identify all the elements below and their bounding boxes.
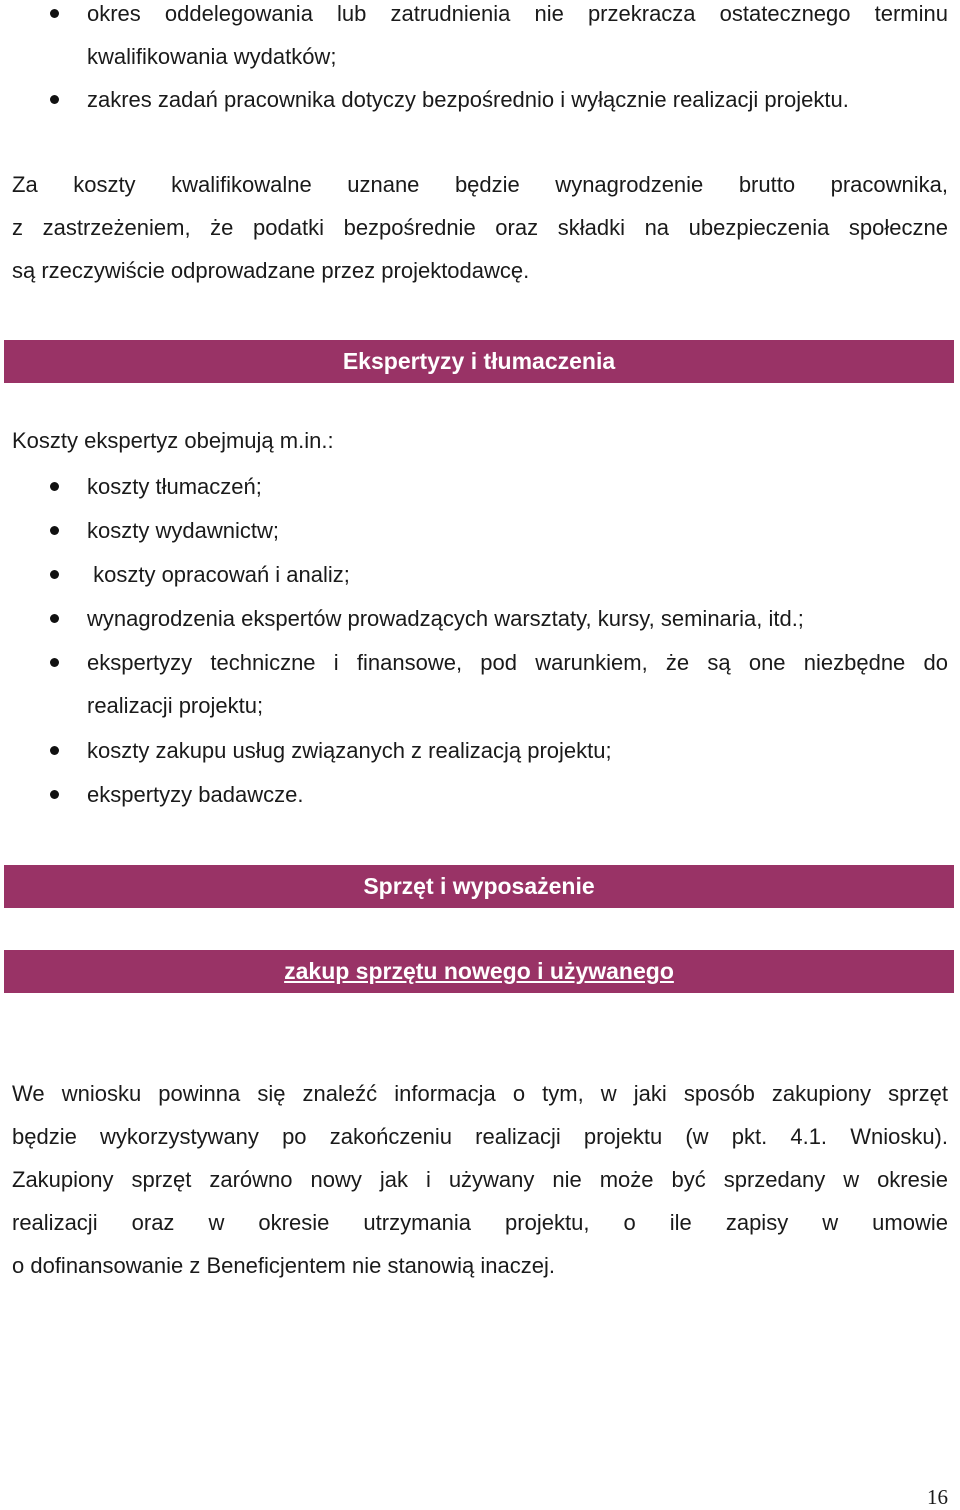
- section-subheading-text: zakup sprzętu nowego i używanego: [284, 958, 674, 984]
- paragraph-line: realizacji oraz w okresie utrzymania projektu, o ile zapisy w umowie: [12, 1210, 948, 1235]
- bullet-text-line: ekspertyzy techniczne i finansowe, pod warunkiem, że są one niezbędne do: [87, 650, 948, 675]
- bullet-text-line: koszty wydawnictw;: [87, 518, 279, 543]
- bullet-text-line: kwalifikowania wydatków;: [87, 44, 337, 69]
- section-heading-equipment: [4, 865, 954, 908]
- bullet-text-line: koszty tłumaczeń;: [87, 474, 262, 499]
- section-heading-text: Ekspertyzy i tłumaczenia: [342, 348, 616, 374]
- bullet-icon: [50, 746, 59, 755]
- paragraph-line: Za koszty kwalifikowalne uznane będzie wynagrodzenie brutto pracownika,: [12, 172, 948, 197]
- bullet-icon: [50, 658, 59, 667]
- paragraph-line: o dofinansowanie z Beneficjentem nie stanowią inaczej.: [12, 1253, 555, 1278]
- bullet-text-line: wynagrodzenia ekspertów prowadzących warsztaty, kursy, seminaria, itd.;: [87, 606, 804, 631]
- bullet-icon: [50, 9, 59, 18]
- paragraph-line: z zastrzeżeniem, że podatki bezpośrednie oraz składki na ubezpieczenia społeczne: [12, 215, 948, 240]
- expertise-intro: Koszty ekspertyz obejmują m.in.:: [12, 428, 334, 453]
- section-heading-text: Sprzęt i wyposażenie: [363, 873, 595, 899]
- bullet-text-line: okres oddelegowania lub zatrudnienia nie przekracza ostatecznego terminu: [87, 1, 948, 26]
- bullet-icon: [50, 482, 59, 491]
- paragraph-line: są rzeczywiście odprowadzane przez projektodawcę.: [12, 258, 530, 283]
- bullet-icon: [50, 570, 59, 579]
- bullet-icon: [50, 526, 59, 535]
- bullet-text-line: zakres zadań pracownika dotyczy bezpośrednio i wyłącznie realizacji projektu.: [87, 87, 849, 112]
- bullet-text-line: ekspertyzy badawcze.: [87, 782, 304, 807]
- bullet-icon: [50, 95, 59, 104]
- bullet-icon: [50, 614, 59, 623]
- paragraph-line: będzie wykorzystywany po zakończeniu realizacji projektu (w pkt. 4.1. Wniosku).: [12, 1124, 948, 1149]
- bullet-icon: [50, 790, 59, 799]
- paragraph-line: We wniosku powinna się znaleźć informacja o tym, w jaki sposób zakupiony sprzęt: [12, 1081, 948, 1106]
- bullet-text-line: koszty opracowań i analiz;: [87, 562, 350, 587]
- bullet-text-line: realizacji projektu;: [87, 693, 264, 718]
- bullet-text-line: koszty zakupu usług związanych z realizacją projektu;: [87, 738, 612, 763]
- section-heading-expertise: [4, 340, 954, 383]
- paragraph-line: Zakupiony sprzęt zarówno nowy jak i używany nie może być sprzedany w okresie: [12, 1167, 948, 1192]
- section-subheading-equipment: [4, 950, 954, 993]
- page-number: 16: [927, 1485, 948, 1509]
